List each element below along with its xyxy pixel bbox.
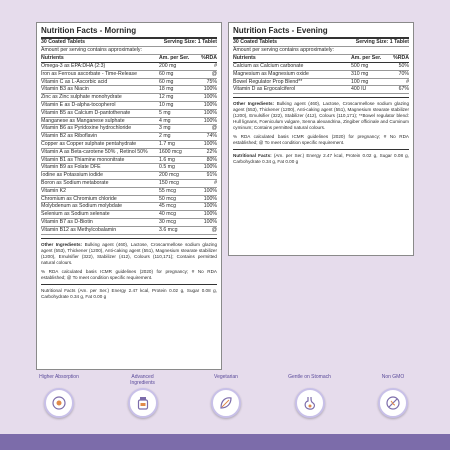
nutrient-amount: 50 mcg [159,195,177,202]
table-row [41,102,217,110]
evening-other-ingredients [233,101,409,131]
table-row [41,203,217,211]
badge-label: Gentle on Stomach [288,374,331,380]
table-row [41,118,217,126]
nutrient-rda: 50% [398,63,409,69]
evening-rda-note: % RDA calculated basis ICMR guidelines (2020) for pregnancy; # No RDA established; @ To meet condition specific requirement. [233,134,409,146]
evening-amount-note-text: Amount per serving contains approximately: [233,47,334,53]
badge-vegetarian [203,374,249,418]
nutrient-amount: 40 mcg [159,211,177,218]
nutrient-rda: 91% [206,172,217,179]
table-row [41,219,217,227]
nutrient-name: Vitamin B6 as Pyridoxine hydrochloride [41,125,132,132]
bottle-icon [128,388,158,418]
evening-header-nutrients: Nutrients [233,55,256,61]
nutrient-name: Iron as Ferrous ascorbate - Time-Release [41,70,138,77]
evening-nutritional-facts-label: Nutritional Facts: [233,153,272,159]
nutrient-rda: 100% [203,94,217,101]
badge-gentle-on-stomach [287,374,333,418]
evening-header-amount: Am. per Ser. [351,55,382,61]
badge-advanced-ingredients [120,374,166,418]
badge-label: Non GMO [381,374,405,380]
table-row [41,79,217,87]
table-row [41,172,217,180]
morning-table-header [41,55,217,63]
absorption-icon [44,388,74,418]
nutrient-rda: # [214,179,217,186]
table-row [41,86,217,94]
morning-nutritional-facts: Nutritional Facts (Am. per Ser.) Energy 2.47 kcal, Protein 0.02 g, Sugar 0.08 g, Carbohydrate 0.34 g, Fat 0.00 g [41,287,217,299]
nutrient-name: Zinc as Zinc sulphate monohydrate [41,94,122,101]
nutrient-amount: 45 mcg [159,203,177,210]
nutrient-name: Omega-3 as EPA:DHA (2:3) [41,63,106,69]
table-row [41,211,217,219]
nutrient-name: Vitamin B5 as Calcium D-pantothenate [41,109,131,116]
nutrient-rda: 100% [203,109,217,116]
nutrient-name: Vitamin D as Ergocalciferol [233,86,296,93]
nutrient-amount: 18 mg [159,86,174,93]
badge-higher-absorption [36,374,82,418]
evening-title: Nutrition Facts - Evening [233,25,409,39]
morning-amount-note [41,47,217,55]
nutrient-rda: 67% [398,86,409,93]
nutrient-name: Iodine as Potassium iodide [41,172,103,179]
nutrient-rda: @ [211,70,217,77]
table-row [41,141,217,149]
table-row [41,149,217,157]
nutrient-amount: 3 mg [159,125,171,132]
table-row [41,110,217,118]
nutrient-rda: @ [211,125,217,132]
morning-amount-note-text: Amount per serving contains approximately: [41,47,142,53]
nutrient-rda: 100% [203,86,217,93]
nutrient-amount: 12 mg [159,94,174,101]
morning-other-label: Other Ingredients: [41,241,83,247]
badge-label: Vegetarian [214,374,238,380]
morning-serving-size: Serving Size: 1 Tablet [163,39,217,45]
nutrient-name: Vitamin B3 as Niacin [41,86,89,93]
evening-nutritional-facts-text: (Am. per Ser.) Energy 2.47 kcal, Protein 0.02 g, Sugar 0.08 g, Carbohydrate 0.34 g, Fat 0.00 g [233,153,409,165]
table-row [233,79,409,87]
nutrient-rda: 100% [203,101,217,108]
nutrient-name: Boron as Sodium metaborate [41,179,109,186]
table-row [41,227,217,235]
leaf-icon [211,388,241,418]
nutrient-rda: 100% [203,218,217,225]
morning-header-nutrients: Nutrients [41,55,64,61]
nutrient-amount: 1.7 mg [159,140,175,147]
table-row [41,164,217,172]
nutrient-name: Bowel Regulator Prop Blend** [233,78,303,85]
nutrient-name: Selenium as Sodium selenate [41,211,110,218]
evening-other-text: Bulking agent (460), Lactose, Croscarmellose sodium glazing agent (553), Thickener (1200), Anti-caking agent (551), Magnesium stearate stabilizer (1200), Emulsifier (322), Stabilizer (412), Colours (110,171); **Bowel regulator blend: Hull lignans, Foeniculum vulgare, Senna alexandrina, Zingiber officinale and Cuminum cyminum; Contains permitted natural colours. [233,101,409,131]
nutrient-amount: 2 mg [159,133,171,140]
nutrient-rda: 22% [206,148,217,155]
nutrient-name: Copper as Copper sulphate pentahydrate [41,140,137,147]
nutrient-name: Vitamin K2 [41,187,66,194]
nutrient-rda: 70% [398,70,409,77]
nutrient-amount: 1600 mcg [159,148,182,155]
nutrient-rda: @ [211,226,217,233]
nutrient-name: Vitamin B9 as Folate DFE [41,164,101,171]
badge-non-gmo [370,374,416,418]
morning-header-rda: %RDA [201,55,217,61]
nutrient-amount: 30 mcg [159,218,177,225]
table-row [41,188,217,196]
nutrient-rda: 80% [206,156,217,163]
nutrient-name: Vitamin E as D-alpha-tocopherol [41,101,116,108]
nutrient-name: Vitamin B7 as D-Biotin [41,218,93,225]
table-row [233,71,409,79]
nutrient-name: Vitamin A as Beta-carotene 50% , Retinol 50% [41,148,148,155]
nutrient-rda: 75% [206,78,217,85]
morning-count: 30 Coated Tablets [41,39,86,45]
evening-nutrient-rows [233,63,409,94]
feature-badges [36,374,416,418]
nutrient-name: Vitamin B2 as Riboflavin [41,133,98,140]
nutrient-amount: 1.6 mg [159,156,175,163]
footer-bar [0,434,450,450]
evening-other-label: Other Ingredients: [233,101,275,107]
table-row [233,86,409,94]
morning-nutrition-panel [36,22,222,370]
nutrient-amount: 310 mg [351,70,369,77]
nutrient-amount: 200 mcg [159,172,179,179]
nutrient-name: Manganese as Manganese sulphate [41,117,125,124]
nutrient-rda: # [406,78,409,85]
evening-amount-note [233,47,409,55]
nutrient-amount: 400 IU [351,86,367,93]
evening-serving-size: Serving Size: 1 Tablet [355,39,409,45]
evening-nutrition-panel [228,22,414,256]
table-row [233,63,409,71]
nutrient-rda: 100% [203,203,217,210]
evening-serving-row [233,39,409,47]
table-row [41,94,217,102]
morning-title: Nutrition Facts - Morning [41,25,217,39]
evening-nutritional-facts [233,153,409,165]
nutrient-amount: 0.5 mg [159,164,175,171]
nutrient-name: Calcium as Calcium carbonate [233,63,304,69]
nutrient-name: Molybdenum as Sodium molybdate [41,203,123,210]
nutrient-amount: 10 mg [159,101,174,108]
stomach-icon [295,388,325,418]
nutrient-rda: 100% [203,164,217,171]
table-row [41,71,217,79]
nutrient-rda: 100% [203,195,217,202]
badge-label: Higher Absorption [39,374,79,380]
nutrient-amount: 150 mcg [159,179,179,186]
table-row [41,196,217,204]
morning-serving-row [41,39,217,47]
evening-count: 30 Coated Tablets [233,39,278,45]
morning-nutrient-rows [41,63,217,235]
nutrient-amount: 5 mg [159,109,171,116]
nutrient-amount: 200 mg [159,63,177,69]
nutrient-amount: 100 mg [351,78,369,85]
evening-table-header [233,55,409,63]
nutrient-amount: 60 mg [159,70,174,77]
nutrient-rda: 100% [203,117,217,124]
nutrient-rda: 100% [203,187,217,194]
nutrient-name: Magnesium as Magnesium oxide [233,70,309,77]
morning-rda-note: % RDA calculated basis ICMR guidelines (2020) for pregnancy; # No RDA established; @ To meet condition specific requirement. [41,268,217,280]
table-row [41,157,217,165]
table-row [41,63,217,71]
morning-other-text: Bulking agent (460), Lactose, Croscarmellose sodium glazing agent (553), Thickener (1200), Anti-caking agent (551), Magnesium stearate stabilizer (1200), Emulsifier (322), Stabilizer (412), Colours (110,171); Contains permitted natural colours. [41,241,217,265]
nutrient-name: Vitamin C as L-Ascorbic acid [41,78,108,85]
nutrient-amount: 60 mg [159,78,174,85]
nutrient-name: Chromium as Chromium chloride [41,195,117,202]
evening-header-rda: %RDA [393,55,409,61]
nutrient-rda: 100% [203,211,217,218]
morning-other-ingredients [41,242,217,266]
nutrient-rda: 100% [203,140,217,147]
table-row [41,133,217,141]
table-row [41,180,217,188]
badge-label: Advanced Ingredients [130,374,155,386]
morning-header-amount: Am. per Ser. [159,55,190,61]
nutrient-amount: 500 mg [351,63,369,69]
nutrient-rda: # [214,63,217,69]
nutrient-amount: 4 mg [159,117,171,124]
nutrient-rda: 74% [206,133,217,140]
nutrient-name: Vitamin B12 as Methylcobalamin [41,226,117,233]
nutrient-amount: 3.6 mcg [159,226,178,233]
nutrient-name: Vitamin B1 as Thiamine mononitrate [41,156,125,163]
table-row [41,125,217,133]
nutrient-amount: 55 mcg [159,187,177,194]
non-gmo-icon [378,388,408,418]
